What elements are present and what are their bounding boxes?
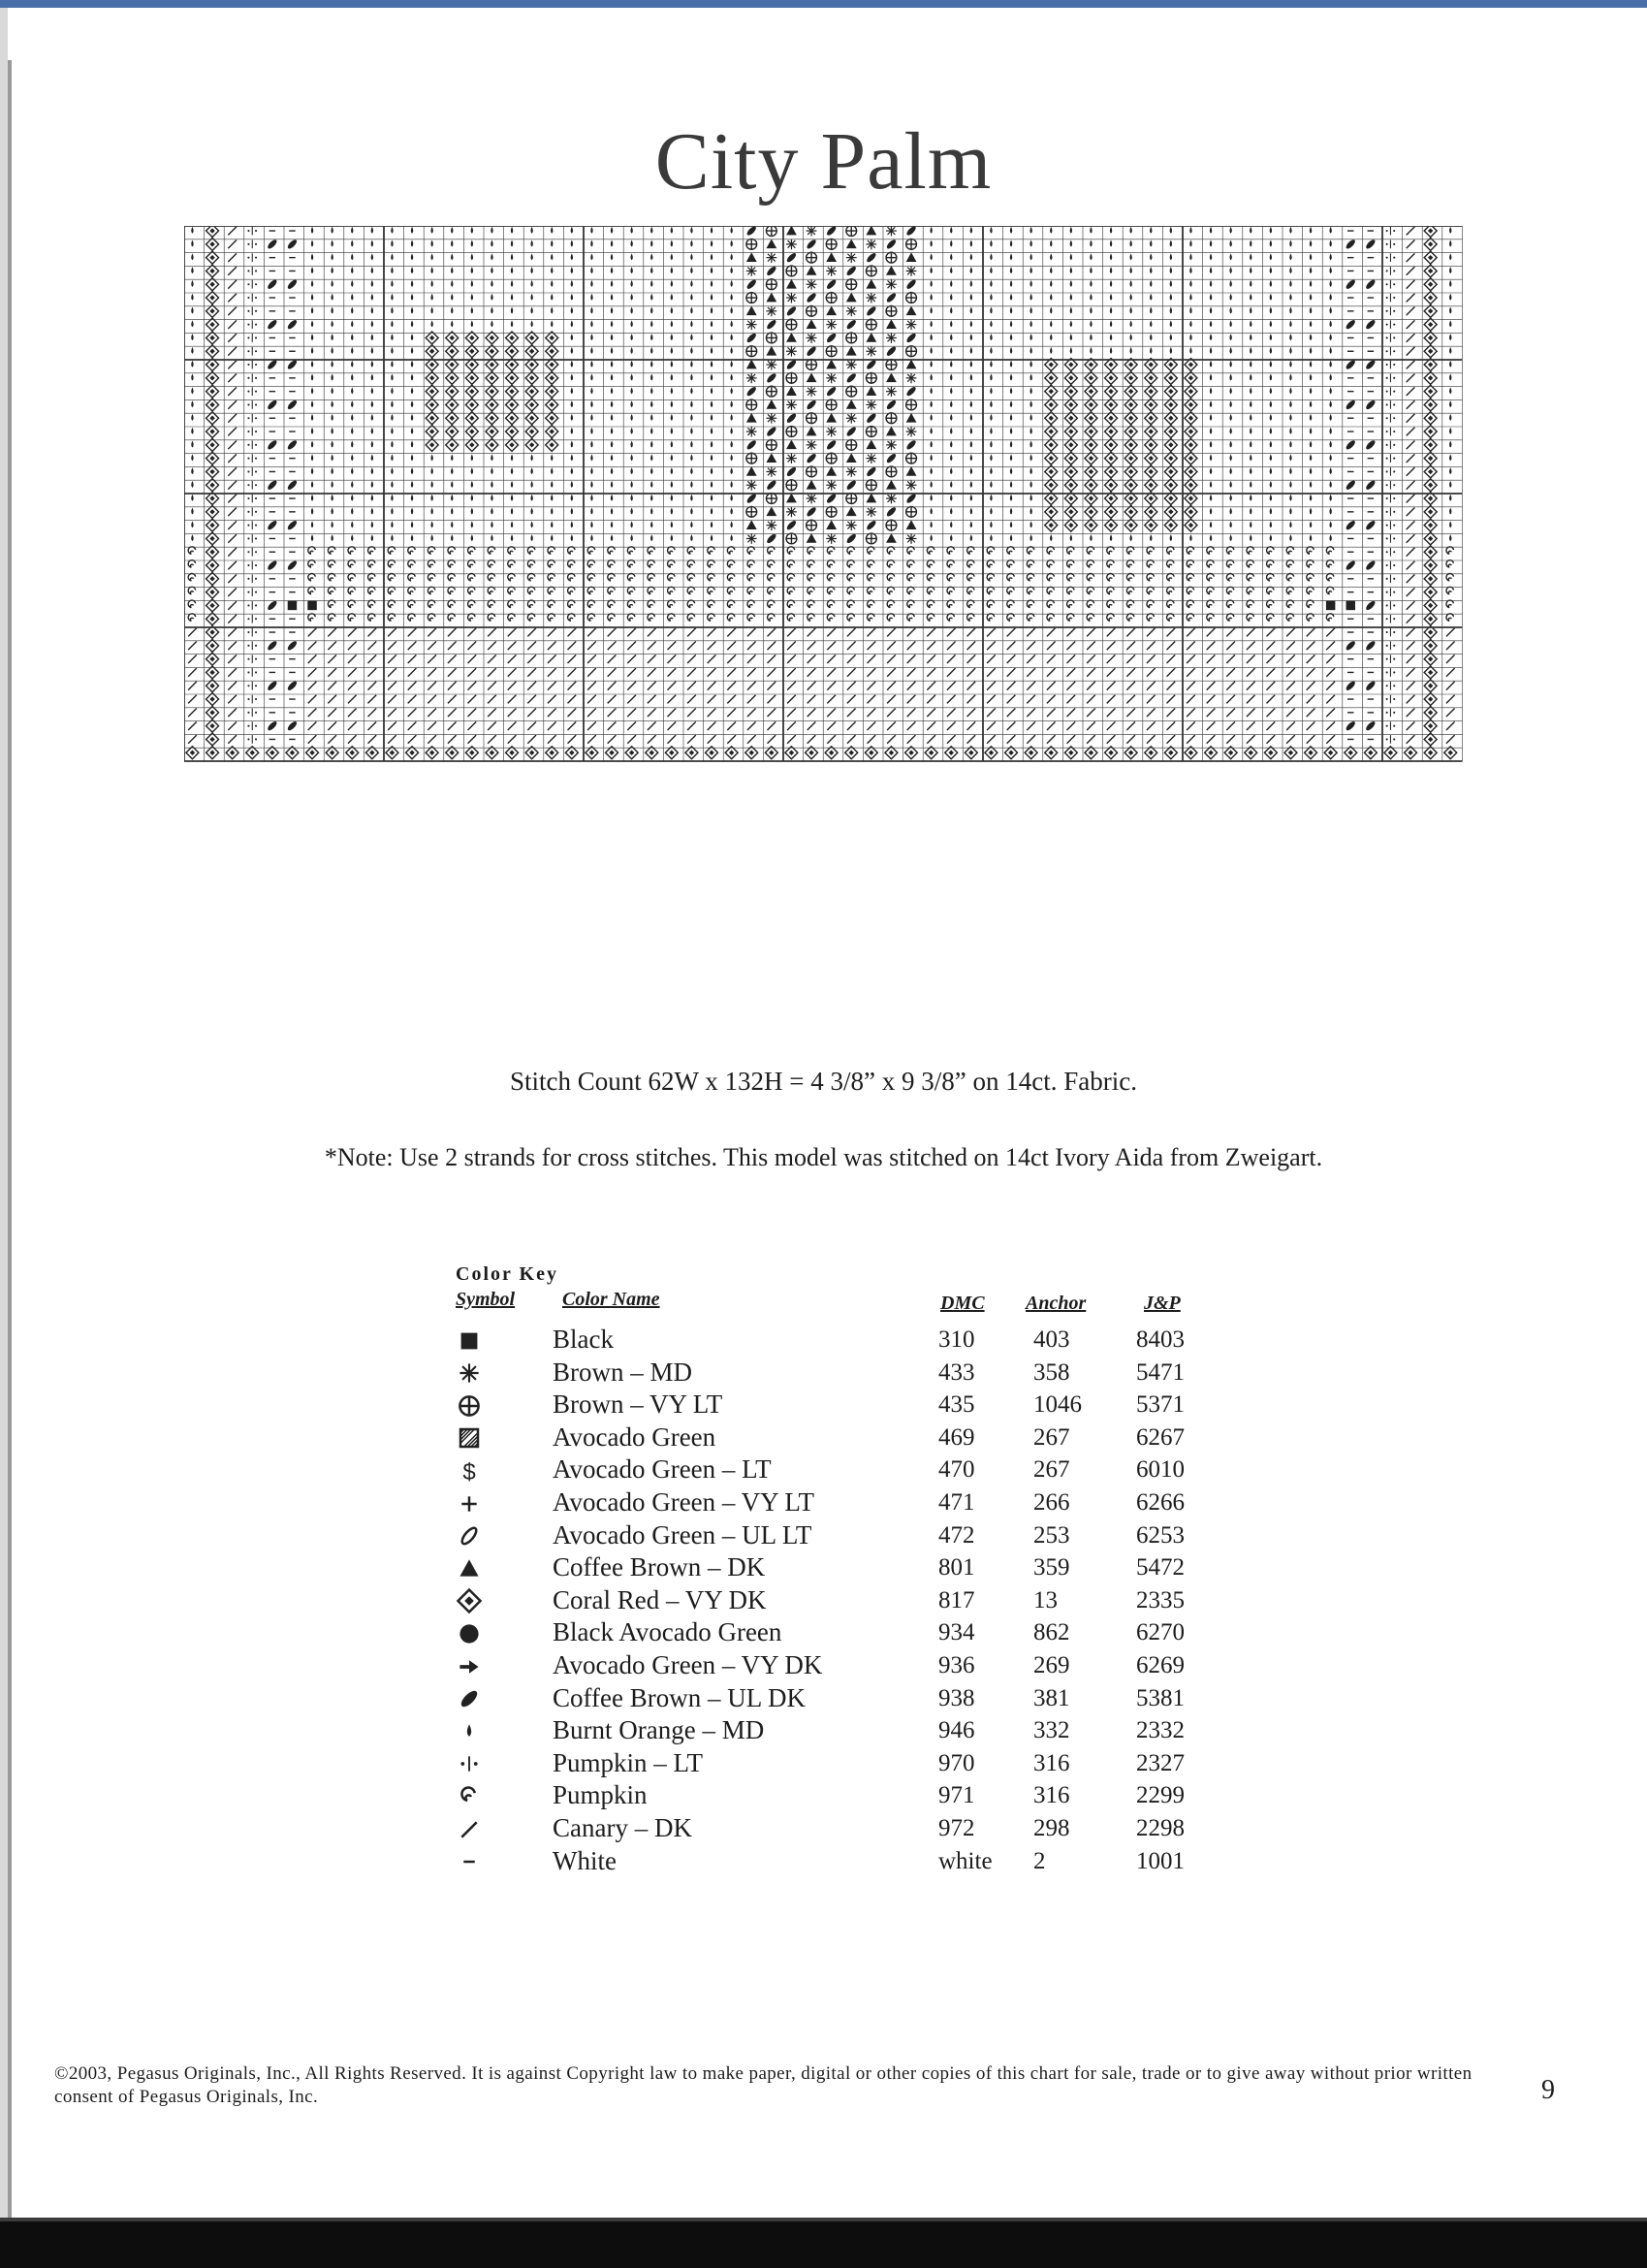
scan-bottom-edge bbox=[0, 2218, 1647, 2268]
symbol-header: Symbol bbox=[456, 1289, 516, 1310]
jp-number: 2327 bbox=[1136, 1749, 1185, 1776]
color-key-row bbox=[0, 1846, 1647, 1878]
filled-circle-icon bbox=[454, 1617, 485, 1649]
jp-number: 6266 bbox=[1136, 1489, 1185, 1516]
dmc-number: 972 bbox=[938, 1815, 975, 1841]
anchor-number: 862 bbox=[1033, 1619, 1070, 1646]
anchor-number: 1046 bbox=[1033, 1391, 1082, 1419]
color-key-row bbox=[0, 1552, 1647, 1584]
dmc-number: 971 bbox=[938, 1782, 975, 1809]
dmc-number: 936 bbox=[938, 1652, 975, 1678]
anchor-number: 332 bbox=[1033, 1717, 1070, 1744]
dollar-icon bbox=[454, 1454, 485, 1486]
color-key-row bbox=[0, 1748, 1647, 1780]
dmc-number: 946 bbox=[938, 1717, 975, 1744]
color-key-row bbox=[0, 1780, 1647, 1812]
color-name: Avocado Green – LT bbox=[553, 1454, 772, 1485]
color-key-row bbox=[0, 1325, 1647, 1357]
dmc-number: 471 bbox=[938, 1489, 975, 1516]
jp-number: 2299 bbox=[1136, 1782, 1185, 1809]
color-name: Burnt Orange – MD bbox=[553, 1715, 765, 1745]
anchor-number: 13 bbox=[1033, 1586, 1058, 1613]
color-name: Pumpkin – LT bbox=[553, 1747, 704, 1777]
color-name: Brown – VY LT bbox=[553, 1390, 723, 1420]
color-key-row bbox=[0, 1683, 1647, 1715]
filled-oval-icon bbox=[454, 1683, 485, 1715]
jp-number: 5472 bbox=[1136, 1554, 1185, 1581]
jp-number: 2298 bbox=[1136, 1815, 1185, 1841]
dmc-number: 470 bbox=[938, 1456, 975, 1484]
color-name: Black Avocado Green bbox=[553, 1617, 782, 1647]
color-name: Avocado Green – VY DK bbox=[553, 1650, 823, 1679]
jp-number: 1001 bbox=[1136, 1847, 1185, 1874]
color-key-row bbox=[0, 1715, 1647, 1747]
dash-icon bbox=[454, 1846, 485, 1878]
scan-left-margin bbox=[0, 8, 8, 2238]
black-square-icon bbox=[454, 1325, 485, 1357]
jp-number: 6270 bbox=[1136, 1619, 1185, 1646]
dmc-number: 817 bbox=[938, 1586, 975, 1613]
jp-number: 5381 bbox=[1136, 1684, 1185, 1711]
color-name: Avocado Green – UL LT bbox=[553, 1519, 812, 1549]
slash-icon bbox=[454, 1813, 485, 1845]
anchor-number: 359 bbox=[1033, 1554, 1070, 1581]
anchor-number: 253 bbox=[1033, 1521, 1070, 1549]
anchor-number: 298 bbox=[1033, 1815, 1070, 1841]
asterisk-icon bbox=[454, 1358, 485, 1390]
jp-number: 6269 bbox=[1136, 1652, 1185, 1678]
scan-top-edge bbox=[0, 0, 1647, 8]
color-name: Coffee Brown – UL DK bbox=[553, 1682, 806, 1712]
anchor-number: 269 bbox=[1033, 1652, 1070, 1678]
jp-number: 5471 bbox=[1136, 1358, 1185, 1386]
color-name: Coral Red – VY DK bbox=[553, 1584, 767, 1614]
jp-number: 2332 bbox=[1136, 1717, 1185, 1744]
color-name-header: Color Name bbox=[562, 1289, 660, 1310]
triangle-icon bbox=[454, 1552, 485, 1584]
dmc-number: 938 bbox=[938, 1684, 975, 1711]
anchor-number: 267 bbox=[1033, 1456, 1070, 1484]
anchor-number: 316 bbox=[1033, 1782, 1070, 1809]
color-key-row bbox=[0, 1454, 1647, 1486]
copyright-notice: ©2003, Pegasus Originals, Inc., All Rights Reserved. It is against Copyright law to make paper, digital or other copies of this chart for sale, trade or to give away without prior written consent of Pegasus Originals, Inc. bbox=[54, 2063, 1473, 2107]
page-title: City Palm bbox=[654, 116, 993, 207]
anchor-number: 358 bbox=[1033, 1358, 1070, 1386]
color-key-title: Color Key bbox=[456, 1263, 558, 1285]
dmc-number: 472 bbox=[938, 1521, 975, 1549]
color-name: Avocado Green bbox=[553, 1421, 716, 1452]
jp-number: 6010 bbox=[1136, 1456, 1185, 1484]
circled-plus-icon bbox=[454, 1390, 485, 1421]
color-name: White bbox=[553, 1845, 617, 1875]
diamond-in-diamond-icon bbox=[454, 1585, 485, 1617]
open-oval-icon bbox=[454, 1520, 485, 1552]
anchor-number: 316 bbox=[1033, 1749, 1070, 1776]
color-key-row bbox=[0, 1520, 1647, 1552]
anchor-number: 381 bbox=[1033, 1684, 1070, 1711]
anchor-header: Anchor bbox=[1026, 1293, 1087, 1314]
color-key-row bbox=[0, 1358, 1647, 1390]
color-key-row bbox=[0, 1813, 1647, 1845]
stitching-note: *Note: Use 2 strands for cross stitches. This model was stitched on 14ct Ivory Aida from Zweigart. bbox=[324, 1143, 1323, 1171]
color-key-row bbox=[0, 1422, 1647, 1454]
color-name: Coffee Brown – DK bbox=[553, 1552, 766, 1582]
drop-icon bbox=[454, 1715, 485, 1747]
jp-number: 6267 bbox=[1136, 1423, 1185, 1451]
color-key-row bbox=[0, 1487, 1647, 1519]
dot-bar-dot-icon bbox=[454, 1748, 485, 1780]
dmc-header: DMC bbox=[940, 1293, 985, 1314]
anchor-number: 403 bbox=[1033, 1326, 1070, 1353]
jp-header: J&P bbox=[1144, 1293, 1181, 1314]
dmc-number: 934 bbox=[938, 1619, 975, 1646]
color-name: Black bbox=[553, 1325, 614, 1354]
hatched-square-icon bbox=[454, 1422, 485, 1454]
dmc-number: 435 bbox=[938, 1391, 975, 1419]
anchor-number: 266 bbox=[1033, 1489, 1070, 1516]
arrow-right-icon bbox=[454, 1650, 485, 1682]
color-name: Canary – DK bbox=[553, 1813, 692, 1842]
jp-number: 6253 bbox=[1136, 1521, 1185, 1549]
dmc-number: 469 bbox=[938, 1423, 975, 1451]
plus-icon bbox=[454, 1487, 485, 1519]
dmc-number: white bbox=[938, 1847, 993, 1874]
color-name: Brown – MD bbox=[553, 1357, 693, 1387]
swirl-icon bbox=[454, 1780, 485, 1812]
anchor-number: 2 bbox=[1033, 1847, 1046, 1874]
dmc-number: 801 bbox=[938, 1554, 975, 1581]
color-key-row bbox=[0, 1617, 1647, 1649]
jp-number: 2335 bbox=[1136, 1586, 1185, 1613]
dmc-number: 310 bbox=[938, 1326, 975, 1353]
color-key-row bbox=[0, 1390, 1647, 1421]
page-number: 9 bbox=[1541, 2075, 1555, 2105]
jp-number: 8403 bbox=[1136, 1326, 1185, 1353]
cross-stitch-chart bbox=[184, 226, 1468, 1060]
color-name: Avocado Green – VY LT bbox=[553, 1487, 814, 1517]
color-name: Pumpkin bbox=[553, 1780, 648, 1810]
stitch-count: Stitch Count 62W x 132H = 4 3/8” x 9 3/8” on 14ct. Fabric. bbox=[510, 1067, 1137, 1096]
jp-number: 5371 bbox=[1136, 1391, 1185, 1419]
dmc-number: 433 bbox=[938, 1358, 975, 1386]
svg-text:$: $ bbox=[462, 1458, 476, 1485]
dmc-number: 970 bbox=[938, 1749, 975, 1776]
anchor-number: 267 bbox=[1033, 1423, 1070, 1451]
color-key-row bbox=[0, 1585, 1647, 1617]
color-key-row bbox=[0, 1650, 1647, 1682]
